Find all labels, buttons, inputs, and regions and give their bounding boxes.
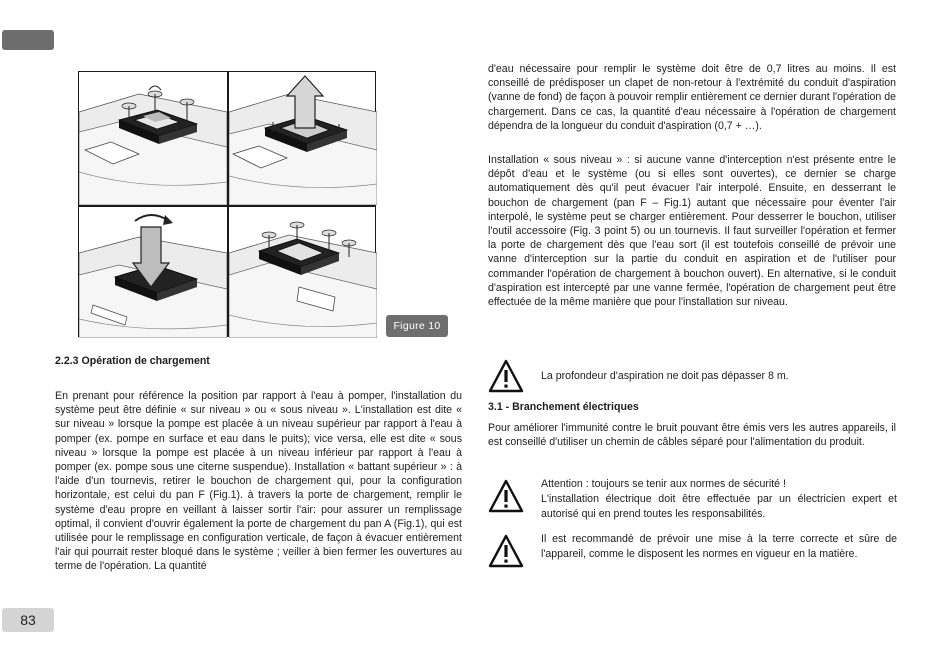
warning-text-3: Il est recommandé de prévoir une mise à la terre correcte et sûre de l'appareil, comme le disposent les normes en vigueur en la matière. [541,533,897,560]
left-text-block [55,389,462,574]
figure-10-illustration [78,71,376,337]
warning-text-2-line2: L'installation électrique doit être effectuée par un électricien expert et autorisé qui en prend toutes les responsabilités. [541,493,897,520]
warning-triangle-icon [488,534,524,568]
figure-label: Figure 10 [386,315,448,337]
right-paragraph-3: Pour améliorer l'immunité contre le bruit pouvant être émis vers les autres appareils, il est conseillé d'utiliser un chemin de câbles séparé pour l'alimentation du produit. [488,422,896,449]
warning-triangle-icon [488,359,524,393]
figure-panel-4 [229,207,377,338]
left-paragraph: En prenant pour référence la position par rapport à l'eau à pomper, l'installation du système peut être définie « sur niveau » ou « sous niveau ». L'installation est dite « sur niveau » lorsque la pompe est placée à un niveau supérieur par rapport à l'eau à pomper (ex. pompe en surface et eau dans le puits); vice versa, elle est dite « sous niveau » lorsque la pompe est placée à un niveau inférieur par rapport à l'eau à pomper (ex. pompe sous une citerne suspendue). Installation « battant supérieur » : à l'aide d'un tournevis, retirer le bouchon de chargement qui, pour la configuration horizontale, est celui du pan F (Fig.1). à travers la porte de chargement, remplir le système d'eau propre en veillant à laisser sortir l'air: pour assurer un remplissage optimal, il convient d'ouvrir également la porte de chargement du pan A (Fig.1), qui est utilisée pour le remplissage en configuration verticale, de façon à évacuer entièrement l'air qui pourrait rester bloqué dans le système ; veiller à bien fermer les ouvertures au terme de l'opération. La quantité [55,390,462,573]
section-heading-3-1 [488,400,896,414]
page-number: 83 [2,608,54,632]
right-text-block-2 [488,153,896,309]
right-text-block-1 [488,62,896,133]
figure-panel-3 [79,207,227,338]
right-paragraph-1: d'eau nécessaire pour remplir le système doit être de 0,7 litres au moins. Il est conseillé de prédisposer un clapet de non-retour à l'extrémité du conduit d'aspiration (vanne de fond) de façon à pouvoir remplir entièrement ce dernier durant l'opération de chargement. Dans ce cas, la quantité d'eau nécessaire à l'opération de chargement dépendra de la longueur du conduit d'aspiration (0,7 + …). [488,63,896,132]
warning-triangle-icon [488,479,524,513]
section-heading-3-1-text: 3.1 - Branchement électriques [488,401,639,413]
section-heading-2-2-3 [55,354,462,368]
warning-text-2-line1: Attention : toujours se tenir aux normes de sécurité ! [541,478,786,490]
section-heading-text: 2.2.3 Opération de chargement [55,355,210,367]
figure-panel-1 [79,72,227,205]
right-text-block-3 [488,421,896,449]
warning-text-2 [541,477,897,522]
figure-panel-2 [229,72,377,205]
top-tab-marker [2,30,54,50]
right-paragraph-2: Installation « sous niveau » : si aucune vanne d'interception n'est présente entre le dépôt d'eau et le système (ou si elles sont ouvertes), ce dernier se charge automatiquement dès qu'il peut évacuer l'air interpolé. Ensuite, en desserrant le bouchon de chargement (pan F – Fig.1) autant que nécessaire pour éventer l'air interpolé, le système peut se charger entièrement. Pour desserrer le bouchon, utiliser l'outil accessoire (Fig. 3 point 5) ou un tournevis. Il faut surveiller l'opération et fermer la porte de chargement dès que l'eau sort (il est toutefois conseillé de prévoir une vanne d'interception sur la partie du conduit en aspiration et de l'utiliser pour commander l'opération de chargement à bouchon ouvert). En alternative, si le conduit d'aspiration est intercepté par une vanne fermée, l'opération de chargement peut être effectuée de la même manière que pour l'installation sur niveau. [488,154,896,309]
warning-text-1: La profondeur d'aspiration ne doit pas dépasser 8 m. [541,370,789,382]
